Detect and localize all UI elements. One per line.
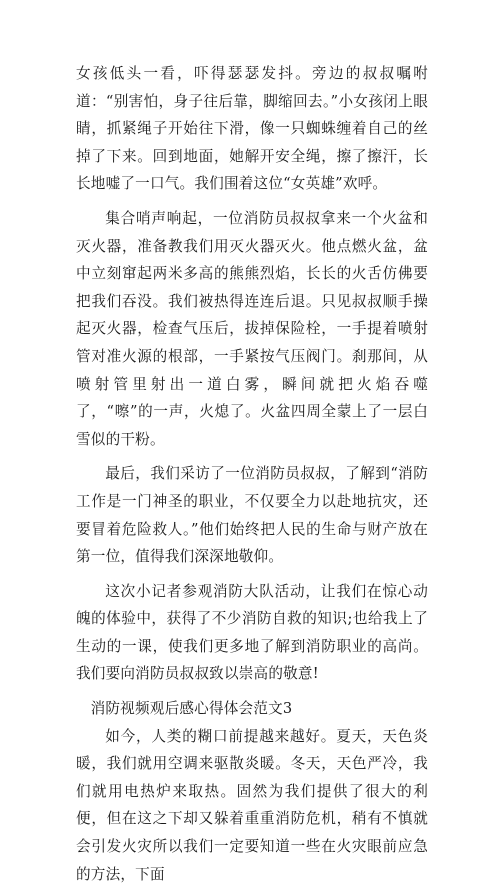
paragraph-2: 集合哨声响起，一位消防员叔叔拿来一个火盆和灭火器，准备教我们用灭火器灭火。他点燃火盆，盆中立刻窜起两米多高的熊熊烈焰，长长的火舌仿佛要把我们吞没。我们被热得连连后退。只见叔叔顺手操起灭火器，检查气压后，拔掉保险栓，一手提着喷射管对准火源的根部，一手紧按气压阀门。刹那间，从喷射管里射出一道白雾，瞬间就把火焰吞噬了，“嚓”的一声，火熄了。火盆四周全蒙上了一层白雪似的干粉。 [76, 209, 428, 448]
paragraph-5: 如今，人类的糊口前提越来越好。夏天，天色炎暖，我们就用空调来驱散炎暖。冬天，天色严冷，我们就用电热炉来取热。固然为我们提供了很大的利便，但在这之下却又躲着重重消防危机，稍有不慎就会引发火灾所以我们一定要知道一些在火灾眼前应急的方法，下面 [76, 727, 428, 883]
paragraph-3: 最后，我们采访了一位消防员叔叔，了解到“消防工作是一门神圣的职业，不仅要全力以赴地抗灾，还要冒着危险救人。”他们始终把人民的生命与财产放在第一位，值得我们深深地敬仰。 [76, 465, 428, 566]
paragraph-1: 女孩低头一看，吓得瑟瑟发抖。旁边的叔叔嘱咐道：“别害怕，身子往后靠，脚缩回去。”小女孩闭上眼睛，抓紧绳子开始往下滑，像一只蜘蛛缠着自己的丝掉了下来。回到地面，她解开安全绳，擦了擦汗，长长地嘘了一口气。我们围着这位“女英雄”欢呼。 [76, 65, 428, 193]
document-page [76, 60, 428, 888]
paragraph-4: 这次小记者参观消防大队活动，让我们在惊心动魄的体验中，获得了不少消防自救的知识;也给我上了生动的一课，使我们更多地了解到消防职业的高尚。我们要向消防员叔叔致以崇高的敬意! [76, 582, 428, 683]
section-heading: 消防视频观后感心得体会范文3 [90, 700, 293, 718]
